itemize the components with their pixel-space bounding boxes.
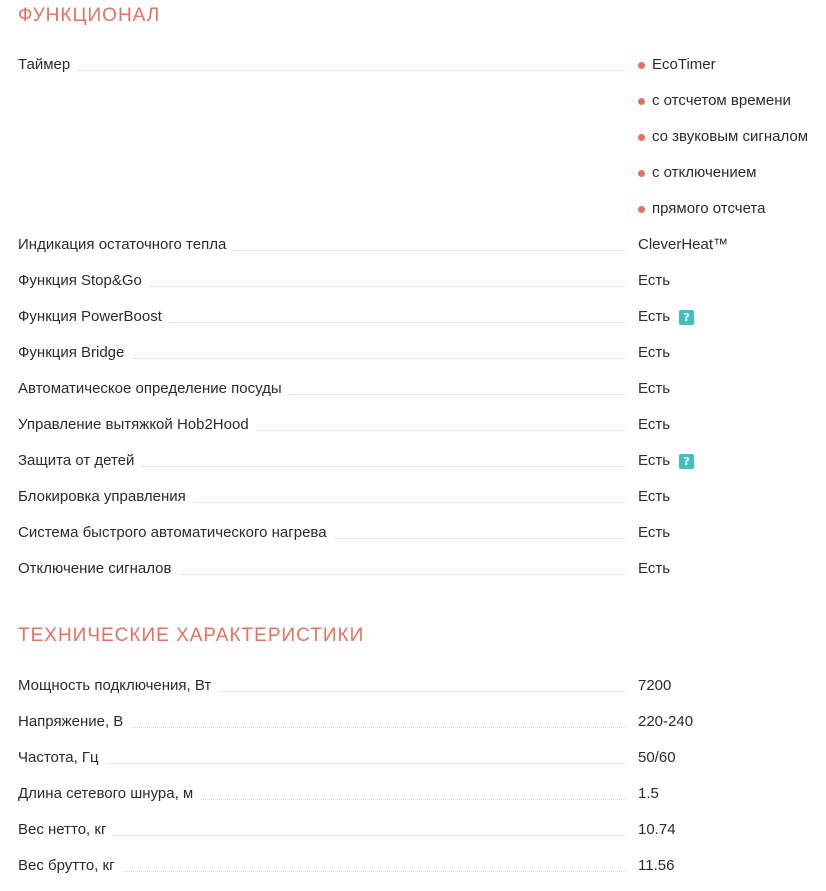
- spec-label: Функция Stop&Go: [18, 272, 142, 289]
- dotted-leader: [179, 574, 626, 575]
- bullet-dot-icon: [638, 170, 645, 177]
- spec-value-item: [638, 479, 826, 515]
- spec-value: 11.56: [638, 857, 675, 874]
- spec-values: [626, 479, 826, 515]
- spec-value: Есть: [638, 308, 671, 325]
- spec-label: Функция Bridge: [18, 344, 125, 361]
- spec-value-item: [638, 668, 826, 704]
- spec-value-item: [638, 335, 826, 371]
- spec-value-item: [638, 191, 826, 227]
- spec-label-wrap: [18, 227, 626, 263]
- help-icon[interactable]: ?: [679, 310, 694, 325]
- spec-value: Есть: [638, 488, 671, 505]
- spec-label: Частота, Гц: [18, 749, 99, 766]
- spec-row: [18, 668, 826, 704]
- bullet-dot-icon: [638, 134, 645, 141]
- dotted-leader: [290, 394, 626, 395]
- spec-value-item: [638, 227, 826, 263]
- spec-value-item: [638, 515, 826, 551]
- spec-label-wrap: [18, 47, 626, 83]
- spec-row: [18, 515, 826, 551]
- spec-values: [626, 812, 826, 848]
- spec-label: Автоматическое определение посуды: [18, 380, 282, 397]
- spec-label-wrap: [18, 443, 626, 479]
- spec-label: Отключение сигналов: [18, 560, 172, 577]
- spec-value-item: [638, 371, 826, 407]
- spec-row: [18, 812, 826, 848]
- spec-label: Вес брутто, кг: [18, 857, 115, 874]
- spec-label: Функция PowerBoost: [18, 308, 162, 325]
- spec-label: Напряжение, В: [18, 713, 124, 730]
- spec-value: Есть: [638, 452, 671, 469]
- bullet-dot-icon: [638, 62, 645, 69]
- spec-values: [626, 227, 826, 263]
- spec-value-item: [638, 47, 826, 83]
- spec-values: [626, 371, 826, 407]
- spec-values: [626, 668, 826, 704]
- spec-row: [18, 227, 826, 263]
- dotted-leader: [131, 727, 626, 728]
- dotted-leader: [201, 799, 626, 800]
- spec-label: Длина сетевого шнура, м: [18, 785, 194, 802]
- spec-values: [626, 740, 826, 776]
- spec-label-wrap: [18, 263, 626, 299]
- spec-row: [18, 47, 826, 227]
- spec-list-specs: [18, 668, 826, 884]
- spec-values: [626, 263, 826, 299]
- spec-value-item: [638, 704, 826, 740]
- spec-value: EcoTimer: [652, 56, 716, 73]
- help-icon[interactable]: ?: [679, 454, 694, 469]
- dotted-leader: [194, 502, 626, 503]
- spec-label: Индикация остаточного тепла: [18, 236, 227, 253]
- dotted-leader: [142, 466, 626, 467]
- spec-label-wrap: [18, 335, 626, 371]
- spec-label-wrap: [18, 740, 626, 776]
- spec-value: 220-240: [638, 713, 694, 730]
- spec-row: [18, 299, 826, 335]
- spec-value-item: [638, 812, 826, 848]
- spec-value-item: [638, 263, 826, 299]
- dotted-leader: [170, 322, 626, 323]
- spec-row: [18, 704, 826, 740]
- bullet-dot-icon: [638, 206, 645, 213]
- spec-value: Есть: [638, 380, 671, 397]
- spec-values: [626, 443, 826, 479]
- spec-value-item: [638, 83, 826, 119]
- spec-value-item: [638, 776, 826, 812]
- spec-value: с отсчетом времени: [652, 92, 791, 109]
- spec-value-item: [638, 407, 826, 443]
- spec-values: [626, 335, 826, 371]
- spec-value: Есть: [638, 560, 671, 577]
- dotted-leader: [132, 358, 626, 359]
- dotted-leader: [107, 763, 626, 764]
- dotted-leader: [150, 286, 626, 287]
- spec-row: [18, 848, 826, 884]
- spec-label-wrap: [18, 668, 626, 704]
- spec-label: Вес нетто, кг: [18, 821, 107, 838]
- spec-value: CleverHeat™: [638, 236, 729, 253]
- spec-label: Система быстрого автоматического нагрева: [18, 524, 327, 541]
- spec-values: [626, 47, 826, 227]
- dotted-leader: [234, 250, 626, 251]
- spec-label-wrap: [18, 704, 626, 740]
- spec-row: [18, 263, 826, 299]
- bullet-dot-icon: [638, 98, 645, 105]
- spec-label-wrap: [18, 407, 626, 443]
- spec-value-item: [638, 848, 826, 884]
- spec-row: [18, 335, 826, 371]
- dotted-leader: [78, 70, 626, 71]
- spec-row: [18, 443, 826, 479]
- spec-value: Есть: [638, 272, 671, 289]
- spec-value: 1.5: [638, 785, 659, 802]
- spec-value: Есть: [638, 524, 671, 541]
- spec-label: Таймер: [18, 56, 71, 73]
- spec-list-functions: [18, 47, 826, 587]
- spec-label: Блокировка управления: [18, 488, 186, 505]
- spec-label-wrap: [18, 848, 626, 884]
- spec-value-item: [638, 443, 826, 479]
- spec-value: прямого отсчета: [652, 200, 766, 217]
- spec-row: [18, 371, 826, 407]
- spec-values: [626, 776, 826, 812]
- spec-value: Есть: [638, 416, 671, 433]
- section-title-functions: ФУНКЦИОНАЛ: [18, 5, 161, 26]
- spec-value-item: [638, 551, 826, 587]
- spec-values: [626, 848, 826, 884]
- dotted-leader: [257, 430, 626, 431]
- section-title-specs: ТЕХНИЧЕСКИЕ ХАРАКТЕРИСТИКИ: [18, 625, 365, 646]
- spec-row: [18, 551, 826, 587]
- dotted-leader: [114, 835, 626, 836]
- dotted-leader: [219, 691, 626, 692]
- spec-value-item: [638, 740, 826, 776]
- spec-label-wrap: [18, 299, 626, 335]
- spec-values: [626, 704, 826, 740]
- spec-values: [626, 515, 826, 551]
- spec-row: [18, 407, 826, 443]
- spec-label: Мощность подключения, Вт: [18, 677, 212, 694]
- spec-label-wrap: [18, 371, 626, 407]
- spec-label-wrap: [18, 776, 626, 812]
- dotted-leader: [123, 871, 626, 872]
- spec-value: Есть: [638, 344, 671, 361]
- spec-values: [626, 407, 826, 443]
- spec-value-item: [638, 119, 826, 155]
- spec-value: 7200: [638, 677, 672, 694]
- spec-label: Управление вытяжкой Hob2Hood: [18, 416, 249, 433]
- dotted-leader: [335, 538, 626, 539]
- spec-label-wrap: [18, 812, 626, 848]
- spec-label-wrap: [18, 515, 626, 551]
- spec-values: [626, 299, 826, 335]
- spec-value-item: [638, 155, 826, 191]
- spec-value-item: [638, 299, 826, 335]
- spec-label-wrap: [18, 551, 626, 587]
- spec-value: 50/60: [638, 749, 676, 766]
- spec-row: [18, 776, 826, 812]
- spec-row: [18, 479, 826, 515]
- spec-value: с отключением: [652, 164, 757, 181]
- spec-values: [626, 551, 826, 587]
- spec-label-wrap: [18, 479, 626, 515]
- spec-label: Защита от детей: [18, 452, 135, 469]
- spec-value: 10.74: [638, 821, 676, 838]
- spec-row: [18, 740, 826, 776]
- spec-value: со звуковым сигналом: [652, 128, 809, 145]
